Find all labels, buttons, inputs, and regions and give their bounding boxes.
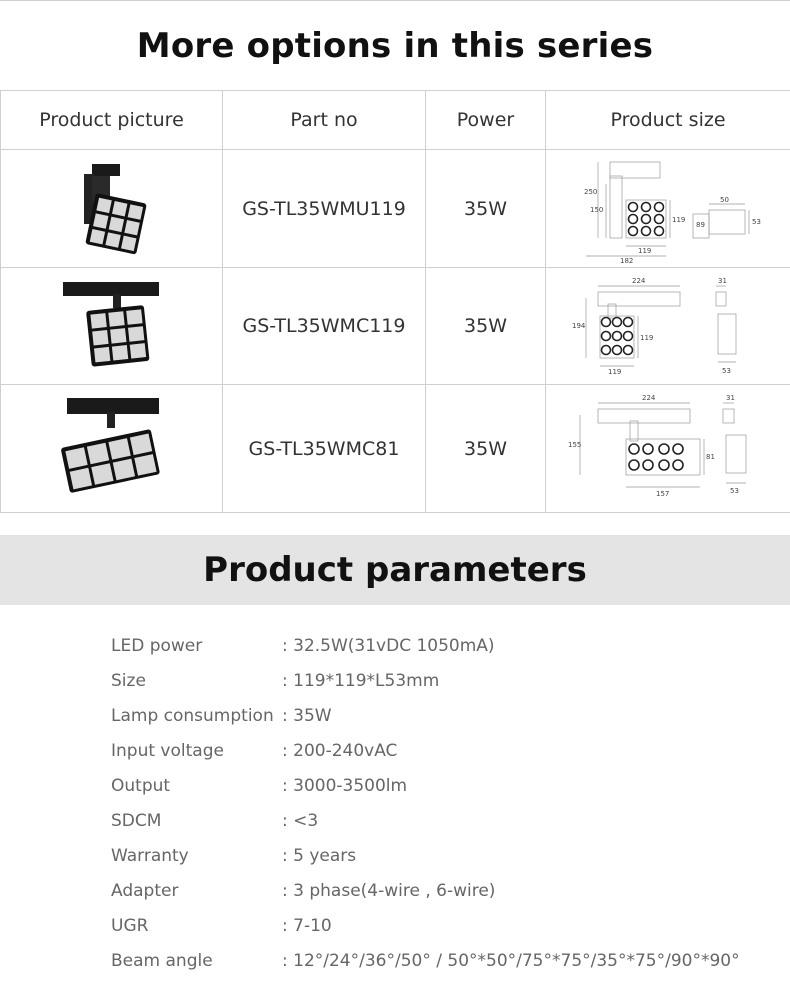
part-no-cell: GS-TL35WMU119 xyxy=(223,150,426,268)
dim-label: 150 xyxy=(590,205,604,214)
product-picture-cell xyxy=(1,150,223,268)
dim-label: 224 xyxy=(642,393,656,402)
power-cell: 35W xyxy=(426,150,546,268)
column-header-picture: Product picture xyxy=(1,91,223,150)
param-row xyxy=(0,875,790,910)
param-value: : 200-240vAC xyxy=(282,741,398,761)
dim-label: 53 xyxy=(722,367,731,375)
dim-label: 31 xyxy=(718,277,727,285)
dim-label: 53 xyxy=(730,486,739,495)
dimension-drawing-1 xyxy=(568,154,768,264)
param-row xyxy=(0,700,790,735)
param-row xyxy=(0,840,790,875)
dim-label: 182 xyxy=(620,256,634,264)
dim-label: 119 xyxy=(638,246,652,255)
product-image-spotlight-9 xyxy=(62,156,162,261)
part-no-cell: GS-TL35WMC81 xyxy=(223,385,426,513)
column-header-size: Product size xyxy=(546,91,790,150)
dim-label: 155 xyxy=(568,440,582,449)
dim-label: 89 xyxy=(696,220,705,229)
table-header-row xyxy=(1,91,790,150)
column-header-power: Power xyxy=(426,91,546,150)
param-row xyxy=(0,945,790,980)
param-label: SDCM xyxy=(111,811,162,831)
product-image-track-8 xyxy=(47,394,177,504)
power-cell: 35W xyxy=(426,268,546,385)
param-value: : 12°/24°/36°/50° / 50°*50°/75°*75°/35°*75°/90°*90° xyxy=(282,951,740,971)
param-row xyxy=(0,910,790,945)
param-row xyxy=(0,770,790,805)
param-value: : 7-10 xyxy=(282,916,332,936)
dimension-drawing-2 xyxy=(568,274,768,378)
column-header-part-no: Part no xyxy=(223,91,426,150)
product-picture-cell xyxy=(1,385,223,513)
param-value: : 32.5W(31vDC 1050mA) xyxy=(282,636,495,656)
product-image-track-9 xyxy=(57,276,167,376)
param-value: : 119*119*L53mm xyxy=(282,671,440,691)
param-label: LED power xyxy=(111,636,203,656)
series-header xyxy=(0,0,790,90)
dim-label: 224 xyxy=(632,277,646,285)
param-row xyxy=(0,665,790,700)
param-row xyxy=(0,805,790,840)
param-value: : 5 years xyxy=(282,846,357,866)
series-title: More options in this series xyxy=(136,25,654,66)
options-table xyxy=(0,90,790,513)
product-picture-cell xyxy=(1,268,223,385)
table-row xyxy=(1,268,790,385)
param-label: UGR xyxy=(111,916,149,936)
param-label: Warranty xyxy=(111,846,189,866)
part-no-cell: GS-TL35WMC119 xyxy=(223,268,426,385)
param-value: : 3000-3500lm xyxy=(282,776,408,796)
param-label: Size xyxy=(111,671,146,691)
product-size-cell xyxy=(546,150,790,268)
parameters-title: Product parameters xyxy=(203,550,587,590)
dim-label: 53 xyxy=(752,217,761,226)
param-row xyxy=(0,735,790,770)
dim-label: 194 xyxy=(572,322,586,330)
power-cell: 35W xyxy=(426,385,546,513)
param-label: Input voltage xyxy=(111,741,224,761)
param-label: Adapter xyxy=(111,881,179,901)
dim-label: 119 xyxy=(640,334,654,342)
param-label: Output xyxy=(111,776,171,796)
param-value: : <3 xyxy=(282,811,319,831)
dim-label: 119 xyxy=(672,215,686,224)
parameters-header xyxy=(0,535,790,605)
product-size-cell xyxy=(546,268,790,385)
dim-label: 81 xyxy=(706,452,715,461)
table-row xyxy=(1,385,790,513)
product-size-cell xyxy=(546,385,790,513)
dim-label: 250 xyxy=(584,187,598,196)
param-label: Lamp consumption xyxy=(111,706,274,726)
dim-label: 157 xyxy=(656,489,670,498)
dimension-drawing-3 xyxy=(568,393,768,505)
param-row xyxy=(0,630,790,665)
table-row xyxy=(1,150,790,268)
parameters-list xyxy=(0,605,790,980)
dim-label: 31 xyxy=(726,393,735,402)
dim-label: 119 xyxy=(608,368,622,376)
param-value: : 3 phase(4-wire , 6-wire) xyxy=(282,881,496,901)
param-value: : 35W xyxy=(282,706,332,726)
param-label: Beam angle xyxy=(111,951,213,971)
dim-label: 50 xyxy=(720,195,729,204)
